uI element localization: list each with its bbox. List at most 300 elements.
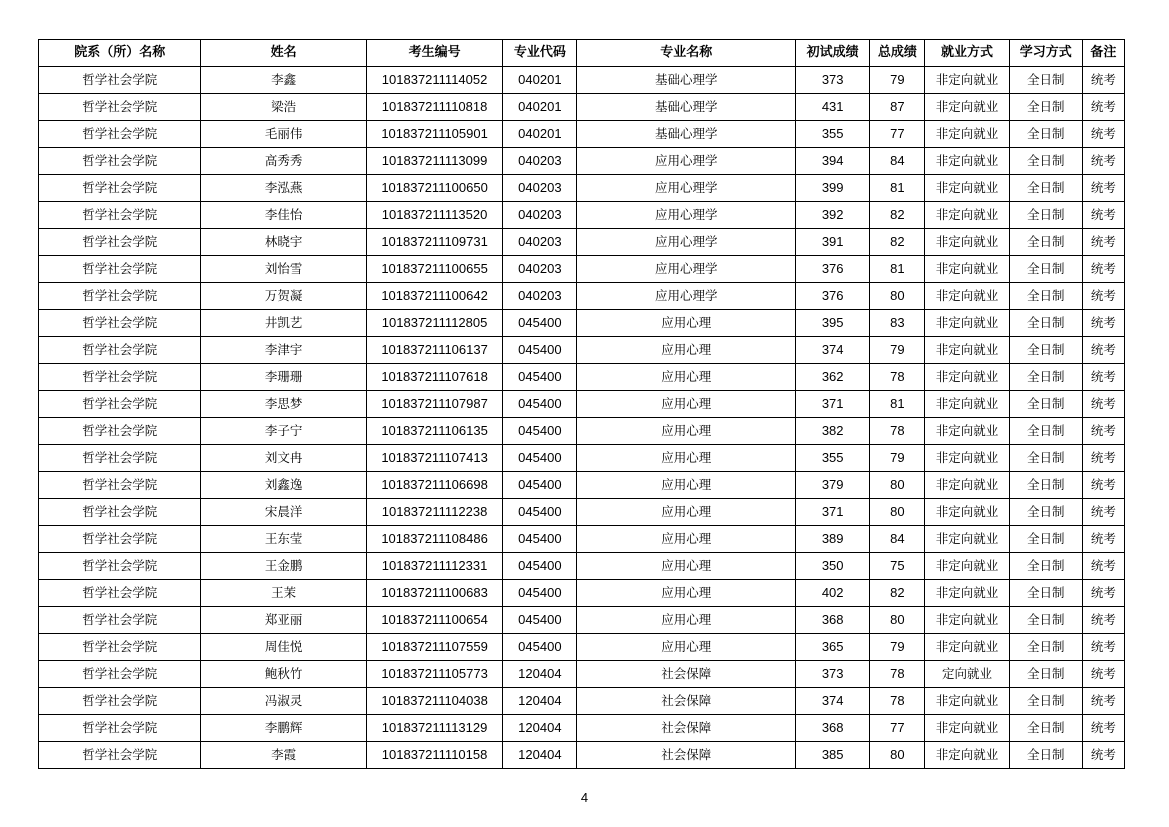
cell-remark: 统考 (1082, 526, 1124, 553)
cell-department: 哲学社会学院 (39, 580, 201, 607)
cell-study-mode: 全日制 (1009, 310, 1082, 337)
cell-name: 刘文冉 (201, 445, 366, 472)
cell-department: 哲学社会学院 (39, 715, 201, 742)
cell-major-name: 应用心理 (577, 634, 796, 661)
cell-department: 哲学社会学院 (39, 526, 201, 553)
cell-department: 哲学社会学院 (39, 553, 201, 580)
cell-study-mode: 全日制 (1009, 364, 1082, 391)
cell-exam-id: 101837211107618 (366, 364, 502, 391)
cell-department: 哲学社会学院 (39, 742, 201, 769)
cell-exam-id: 101837211113099 (366, 148, 502, 175)
cell-total-score: 82 (870, 202, 925, 229)
cell-name: 周佳悦 (201, 634, 366, 661)
cell-remark: 统考 (1082, 121, 1124, 148)
cell-prelim-score: 374 (796, 337, 870, 364)
cell-study-mode: 全日制 (1009, 175, 1082, 202)
cell-employment: 非定向就业 (925, 607, 1009, 634)
cell-department: 哲学社会学院 (39, 121, 201, 148)
cell-prelim-score: 362 (796, 364, 870, 391)
cell-name: 井凯艺 (201, 310, 366, 337)
cell-major-name: 应用心理 (577, 364, 796, 391)
cell-prelim-score: 365 (796, 634, 870, 661)
table-row (39, 121, 1125, 148)
cell-prelim-score: 376 (796, 256, 870, 283)
table-row (39, 256, 1125, 283)
cell-employment: 非定向就业 (925, 688, 1009, 715)
cell-employment: 非定向就业 (925, 229, 1009, 256)
cell-employment: 非定向就业 (925, 94, 1009, 121)
table-row (39, 337, 1125, 364)
cell-exam-id: 101837211112331 (366, 553, 502, 580)
cell-prelim-score: 394 (796, 148, 870, 175)
cell-total-score: 82 (870, 229, 925, 256)
cell-remark: 统考 (1082, 229, 1124, 256)
cell-total-score: 80 (870, 472, 925, 499)
cell-name: 李佳怡 (201, 202, 366, 229)
cell-employment: 非定向就业 (925, 445, 1009, 472)
cell-major-code: 045400 (503, 310, 577, 337)
header-col-employment: 就业方式 (925, 40, 1009, 67)
cell-name: 李子宁 (201, 418, 366, 445)
cell-exam-id: 101837211106135 (366, 418, 502, 445)
cell-major-code: 120404 (503, 661, 577, 688)
cell-study-mode: 全日制 (1009, 607, 1082, 634)
cell-major-code: 040203 (503, 148, 577, 175)
cell-major-code: 040201 (503, 94, 577, 121)
cell-department: 哲学社会学院 (39, 364, 201, 391)
cell-major-name: 应用心理 (577, 472, 796, 499)
cell-department: 哲学社会学院 (39, 283, 201, 310)
cell-exam-id: 101837211112805 (366, 310, 502, 337)
cell-remark: 统考 (1082, 364, 1124, 391)
cell-prelim-score: 355 (796, 445, 870, 472)
cell-study-mode: 全日制 (1009, 688, 1082, 715)
cell-total-score: 77 (870, 715, 925, 742)
table-body (39, 67, 1125, 769)
cell-study-mode: 全日制 (1009, 202, 1082, 229)
cell-name: 梁浩 (201, 94, 366, 121)
cell-department: 哲学社会学院 (39, 229, 201, 256)
cell-employment: 非定向就业 (925, 364, 1009, 391)
cell-total-score: 78 (870, 418, 925, 445)
cell-major-name: 基础心理学 (577, 94, 796, 121)
cell-name: 李鑫 (201, 67, 366, 94)
cell-remark: 统考 (1082, 688, 1124, 715)
header-col-remark: 备注 (1082, 40, 1124, 67)
cell-employment: 非定向就业 (925, 202, 1009, 229)
cell-study-mode: 全日制 (1009, 283, 1082, 310)
cell-major-code: 040203 (503, 283, 577, 310)
cell-employment: 非定向就业 (925, 391, 1009, 418)
cell-name: 郑亚丽 (201, 607, 366, 634)
cell-exam-id: 101837211113520 (366, 202, 502, 229)
cell-major-name: 应用心理 (577, 526, 796, 553)
cell-major-code: 045400 (503, 391, 577, 418)
cell-total-score: 87 (870, 94, 925, 121)
cell-name: 万贺凝 (201, 283, 366, 310)
cell-total-score: 84 (870, 148, 925, 175)
cell-total-score: 78 (870, 688, 925, 715)
cell-remark: 统考 (1082, 742, 1124, 769)
cell-study-mode: 全日制 (1009, 67, 1082, 94)
cell-major-name: 社会保障 (577, 715, 796, 742)
cell-major-name: 社会保障 (577, 742, 796, 769)
cell-study-mode: 全日制 (1009, 418, 1082, 445)
cell-major-name: 应用心理 (577, 337, 796, 364)
cell-prelim-score: 389 (796, 526, 870, 553)
cell-total-score: 80 (870, 742, 925, 769)
cell-remark: 统考 (1082, 661, 1124, 688)
cell-department: 哲学社会学院 (39, 175, 201, 202)
cell-department: 哲学社会学院 (39, 499, 201, 526)
cell-major-name: 应用心理学 (577, 229, 796, 256)
cell-major-code: 040201 (503, 67, 577, 94)
cell-prelim-score: 392 (796, 202, 870, 229)
table-row (39, 229, 1125, 256)
cell-department: 哲学社会学院 (39, 148, 201, 175)
cell-total-score: 80 (870, 499, 925, 526)
table-row (39, 364, 1125, 391)
cell-study-mode: 全日制 (1009, 742, 1082, 769)
cell-name: 王茉 (201, 580, 366, 607)
cell-major-code: 045400 (503, 445, 577, 472)
cell-employment: 非定向就业 (925, 256, 1009, 283)
cell-major-code: 040201 (503, 121, 577, 148)
cell-name: 林晓宇 (201, 229, 366, 256)
table-row (39, 715, 1125, 742)
cell-exam-id: 101837211108486 (366, 526, 502, 553)
cell-total-score: 84 (870, 526, 925, 553)
header-col-prelim-score: 初试成绩 (796, 40, 870, 67)
cell-study-mode: 全日制 (1009, 526, 1082, 553)
page-number: 4 (580, 790, 589, 805)
cell-exam-id: 101837211112238 (366, 499, 502, 526)
cell-employment: 非定向就业 (925, 67, 1009, 94)
cell-employment: 非定向就业 (925, 715, 1009, 742)
cell-exam-id: 101837211100642 (366, 283, 502, 310)
cell-study-mode: 全日制 (1009, 580, 1082, 607)
table-row (39, 67, 1125, 94)
header-col-major-code: 专业代码 (503, 40, 577, 67)
cell-name: 王东莹 (201, 526, 366, 553)
cell-prelim-score: 399 (796, 175, 870, 202)
cell-prelim-score: 373 (796, 67, 870, 94)
table-row (39, 148, 1125, 175)
cell-major-code: 045400 (503, 364, 577, 391)
cell-study-mode: 全日制 (1009, 337, 1082, 364)
cell-total-score: 81 (870, 391, 925, 418)
cell-name: 鲍秋竹 (201, 661, 366, 688)
cell-prelim-score: 355 (796, 121, 870, 148)
cell-exam-id: 101837211114052 (366, 67, 502, 94)
cell-prelim-score: 350 (796, 553, 870, 580)
table-row (39, 445, 1125, 472)
table-row (39, 94, 1125, 121)
cell-department: 哲学社会学院 (39, 202, 201, 229)
cell-major-name: 应用心理学 (577, 175, 796, 202)
header-col-exam-id: 考生编号 (366, 40, 502, 67)
table-row (39, 418, 1125, 445)
cell-employment: 非定向就业 (925, 526, 1009, 553)
cell-major-code: 040203 (503, 229, 577, 256)
cell-prelim-score: 385 (796, 742, 870, 769)
cell-study-mode: 全日制 (1009, 634, 1082, 661)
table-row (39, 175, 1125, 202)
cell-name: 李思梦 (201, 391, 366, 418)
cell-major-name: 基础心理学 (577, 121, 796, 148)
cell-major-code: 045400 (503, 337, 577, 364)
cell-major-name: 社会保障 (577, 688, 796, 715)
table-row (39, 391, 1125, 418)
cell-name: 刘怡雪 (201, 256, 366, 283)
cell-remark: 统考 (1082, 472, 1124, 499)
cell-remark: 统考 (1082, 310, 1124, 337)
cell-total-score: 83 (870, 310, 925, 337)
cell-remark: 统考 (1082, 148, 1124, 175)
admission-table (38, 39, 1125, 769)
cell-remark: 统考 (1082, 499, 1124, 526)
cell-name: 宋晨洋 (201, 499, 366, 526)
cell-exam-id: 101837211109731 (366, 229, 502, 256)
cell-total-score: 80 (870, 283, 925, 310)
cell-study-mode: 全日制 (1009, 499, 1082, 526)
header-col-department: 院系（所）名称 (39, 40, 201, 67)
cell-department: 哲学社会学院 (39, 94, 201, 121)
cell-employment: 非定向就业 (925, 634, 1009, 661)
table-row (39, 742, 1125, 769)
cell-major-code: 045400 (503, 472, 577, 499)
cell-prelim-score: 374 (796, 688, 870, 715)
cell-remark: 统考 (1082, 634, 1124, 661)
cell-major-code: 120404 (503, 715, 577, 742)
cell-remark: 统考 (1082, 715, 1124, 742)
cell-employment: 非定向就业 (925, 283, 1009, 310)
table-row (39, 202, 1125, 229)
cell-department: 哲学社会学院 (39, 688, 201, 715)
cell-remark: 统考 (1082, 202, 1124, 229)
cell-major-name: 应用心理 (577, 607, 796, 634)
cell-remark: 统考 (1082, 391, 1124, 418)
cell-total-score: 81 (870, 175, 925, 202)
cell-major-name: 应用心理学 (577, 202, 796, 229)
cell-exam-id: 101837211100654 (366, 607, 502, 634)
cell-major-name: 应用心理 (577, 445, 796, 472)
cell-major-name: 应用心理学 (577, 256, 796, 283)
cell-total-score: 79 (870, 337, 925, 364)
cell-name: 李鹏辉 (201, 715, 366, 742)
cell-department: 哲学社会学院 (39, 337, 201, 364)
header-col-study-mode: 学习方式 (1009, 40, 1082, 67)
cell-study-mode: 全日制 (1009, 121, 1082, 148)
cell-major-name: 应用心理 (577, 310, 796, 337)
cell-major-code: 120404 (503, 742, 577, 769)
cell-department: 哲学社会学院 (39, 661, 201, 688)
cell-major-code: 045400 (503, 418, 577, 445)
cell-total-score: 81 (870, 256, 925, 283)
cell-name: 李津宇 (201, 337, 366, 364)
cell-major-name: 应用心理 (577, 553, 796, 580)
cell-prelim-score: 402 (796, 580, 870, 607)
cell-exam-id: 101837211105901 (366, 121, 502, 148)
cell-remark: 统考 (1082, 337, 1124, 364)
cell-major-code: 040203 (503, 202, 577, 229)
cell-major-name: 应用心理学 (577, 148, 796, 175)
cell-exam-id: 101837211106698 (366, 472, 502, 499)
cell-remark: 统考 (1082, 445, 1124, 472)
cell-prelim-score: 371 (796, 391, 870, 418)
cell-study-mode: 全日制 (1009, 391, 1082, 418)
cell-employment: 非定向就业 (925, 553, 1009, 580)
cell-major-name: 应用心理 (577, 418, 796, 445)
cell-major-code: 120404 (503, 688, 577, 715)
cell-prelim-score: 379 (796, 472, 870, 499)
cell-study-mode: 全日制 (1009, 472, 1082, 499)
cell-department: 哲学社会学院 (39, 310, 201, 337)
cell-study-mode: 全日制 (1009, 661, 1082, 688)
cell-name: 冯淑灵 (201, 688, 366, 715)
cell-prelim-score: 431 (796, 94, 870, 121)
cell-major-name: 应用心理 (577, 499, 796, 526)
table-row (39, 634, 1125, 661)
cell-major-code: 040203 (503, 175, 577, 202)
cell-major-name: 应用心理学 (577, 283, 796, 310)
cell-major-code: 045400 (503, 634, 577, 661)
cell-exam-id: 101837211106137 (366, 337, 502, 364)
cell-employment: 非定向就业 (925, 472, 1009, 499)
cell-exam-id: 101837211107559 (366, 634, 502, 661)
table-header (39, 40, 1125, 67)
cell-major-code: 045400 (503, 499, 577, 526)
cell-remark: 统考 (1082, 580, 1124, 607)
cell-exam-id: 101837211104038 (366, 688, 502, 715)
cell-major-name: 应用心理 (577, 580, 796, 607)
table-row (39, 283, 1125, 310)
table-row (39, 310, 1125, 337)
cell-study-mode: 全日制 (1009, 229, 1082, 256)
cell-employment: 非定向就业 (925, 742, 1009, 769)
cell-department: 哲学社会学院 (39, 472, 201, 499)
table-row (39, 580, 1125, 607)
table-row (39, 661, 1125, 688)
cell-prelim-score: 382 (796, 418, 870, 445)
cell-prelim-score: 391 (796, 229, 870, 256)
header-col-major-name: 专业名称 (577, 40, 796, 67)
table-row (39, 688, 1125, 715)
cell-name: 刘鑫逸 (201, 472, 366, 499)
cell-remark: 统考 (1082, 175, 1124, 202)
table-row (39, 526, 1125, 553)
cell-employment: 非定向就业 (925, 310, 1009, 337)
cell-total-score: 77 (870, 121, 925, 148)
cell-study-mode: 全日制 (1009, 148, 1082, 175)
cell-employment: 非定向就业 (925, 580, 1009, 607)
cell-employment: 非定向就业 (925, 499, 1009, 526)
cell-employment: 非定向就业 (925, 418, 1009, 445)
cell-study-mode: 全日制 (1009, 94, 1082, 121)
cell-employment: 非定向就业 (925, 175, 1009, 202)
table-row (39, 472, 1125, 499)
cell-department: 哲学社会学院 (39, 634, 201, 661)
table-row (39, 553, 1125, 580)
cell-employment: 非定向就业 (925, 148, 1009, 175)
cell-name: 高秀秀 (201, 148, 366, 175)
header-col-total-score: 总成绩 (870, 40, 925, 67)
cell-total-score: 79 (870, 67, 925, 94)
cell-study-mode: 全日制 (1009, 445, 1082, 472)
cell-exam-id: 101837211107987 (366, 391, 502, 418)
cell-major-name: 社会保障 (577, 661, 796, 688)
cell-name: 李霞 (201, 742, 366, 769)
cell-remark: 统考 (1082, 607, 1124, 634)
cell-department: 哲学社会学院 (39, 391, 201, 418)
cell-exam-id: 101837211100655 (366, 256, 502, 283)
cell-study-mode: 全日制 (1009, 553, 1082, 580)
cell-total-score: 79 (870, 445, 925, 472)
cell-remark: 统考 (1082, 94, 1124, 121)
cell-exam-id: 101837211113129 (366, 715, 502, 742)
cell-total-score: 78 (870, 364, 925, 391)
cell-exam-id: 101837211110158 (366, 742, 502, 769)
cell-total-score: 78 (870, 661, 925, 688)
cell-prelim-score: 368 (796, 715, 870, 742)
header-col-name: 姓名 (201, 40, 366, 67)
header-row (39, 40, 1125, 67)
cell-total-score: 80 (870, 607, 925, 634)
table-row (39, 499, 1125, 526)
cell-exam-id: 101837211100683 (366, 580, 502, 607)
cell-name: 毛丽伟 (201, 121, 366, 148)
cell-employment: 非定向就业 (925, 337, 1009, 364)
table-row (39, 607, 1125, 634)
cell-remark: 统考 (1082, 418, 1124, 445)
cell-remark: 统考 (1082, 283, 1124, 310)
cell-major-code: 040203 (503, 256, 577, 283)
cell-total-score: 82 (870, 580, 925, 607)
cell-remark: 统考 (1082, 256, 1124, 283)
cell-total-score: 79 (870, 634, 925, 661)
cell-employment: 非定向就业 (925, 121, 1009, 148)
cell-remark: 统考 (1082, 553, 1124, 580)
cell-prelim-score: 373 (796, 661, 870, 688)
cell-exam-id: 101837211107413 (366, 445, 502, 472)
cell-department: 哲学社会学院 (39, 418, 201, 445)
cell-name: 李泓燕 (201, 175, 366, 202)
cell-remark: 统考 (1082, 67, 1124, 94)
cell-department: 哲学社会学院 (39, 607, 201, 634)
cell-major-name: 基础心理学 (577, 67, 796, 94)
cell-total-score: 75 (870, 553, 925, 580)
cell-major-code: 045400 (503, 607, 577, 634)
cell-study-mode: 全日制 (1009, 715, 1082, 742)
cell-prelim-score: 376 (796, 283, 870, 310)
cell-department: 哲学社会学院 (39, 67, 201, 94)
cell-major-name: 应用心理 (577, 391, 796, 418)
cell-study-mode: 全日制 (1009, 256, 1082, 283)
cell-major-code: 045400 (503, 553, 577, 580)
cell-employment: 定向就业 (925, 661, 1009, 688)
cell-exam-id: 101837211110818 (366, 94, 502, 121)
cell-department: 哲学社会学院 (39, 445, 201, 472)
cell-prelim-score: 368 (796, 607, 870, 634)
cell-department: 哲学社会学院 (39, 256, 201, 283)
cell-name: 李珊珊 (201, 364, 366, 391)
cell-major-code: 045400 (503, 526, 577, 553)
cell-prelim-score: 371 (796, 499, 870, 526)
cell-name: 王金鹏 (201, 553, 366, 580)
cell-exam-id: 101837211105773 (366, 661, 502, 688)
cell-prelim-score: 395 (796, 310, 870, 337)
cell-exam-id: 101837211100650 (366, 175, 502, 202)
